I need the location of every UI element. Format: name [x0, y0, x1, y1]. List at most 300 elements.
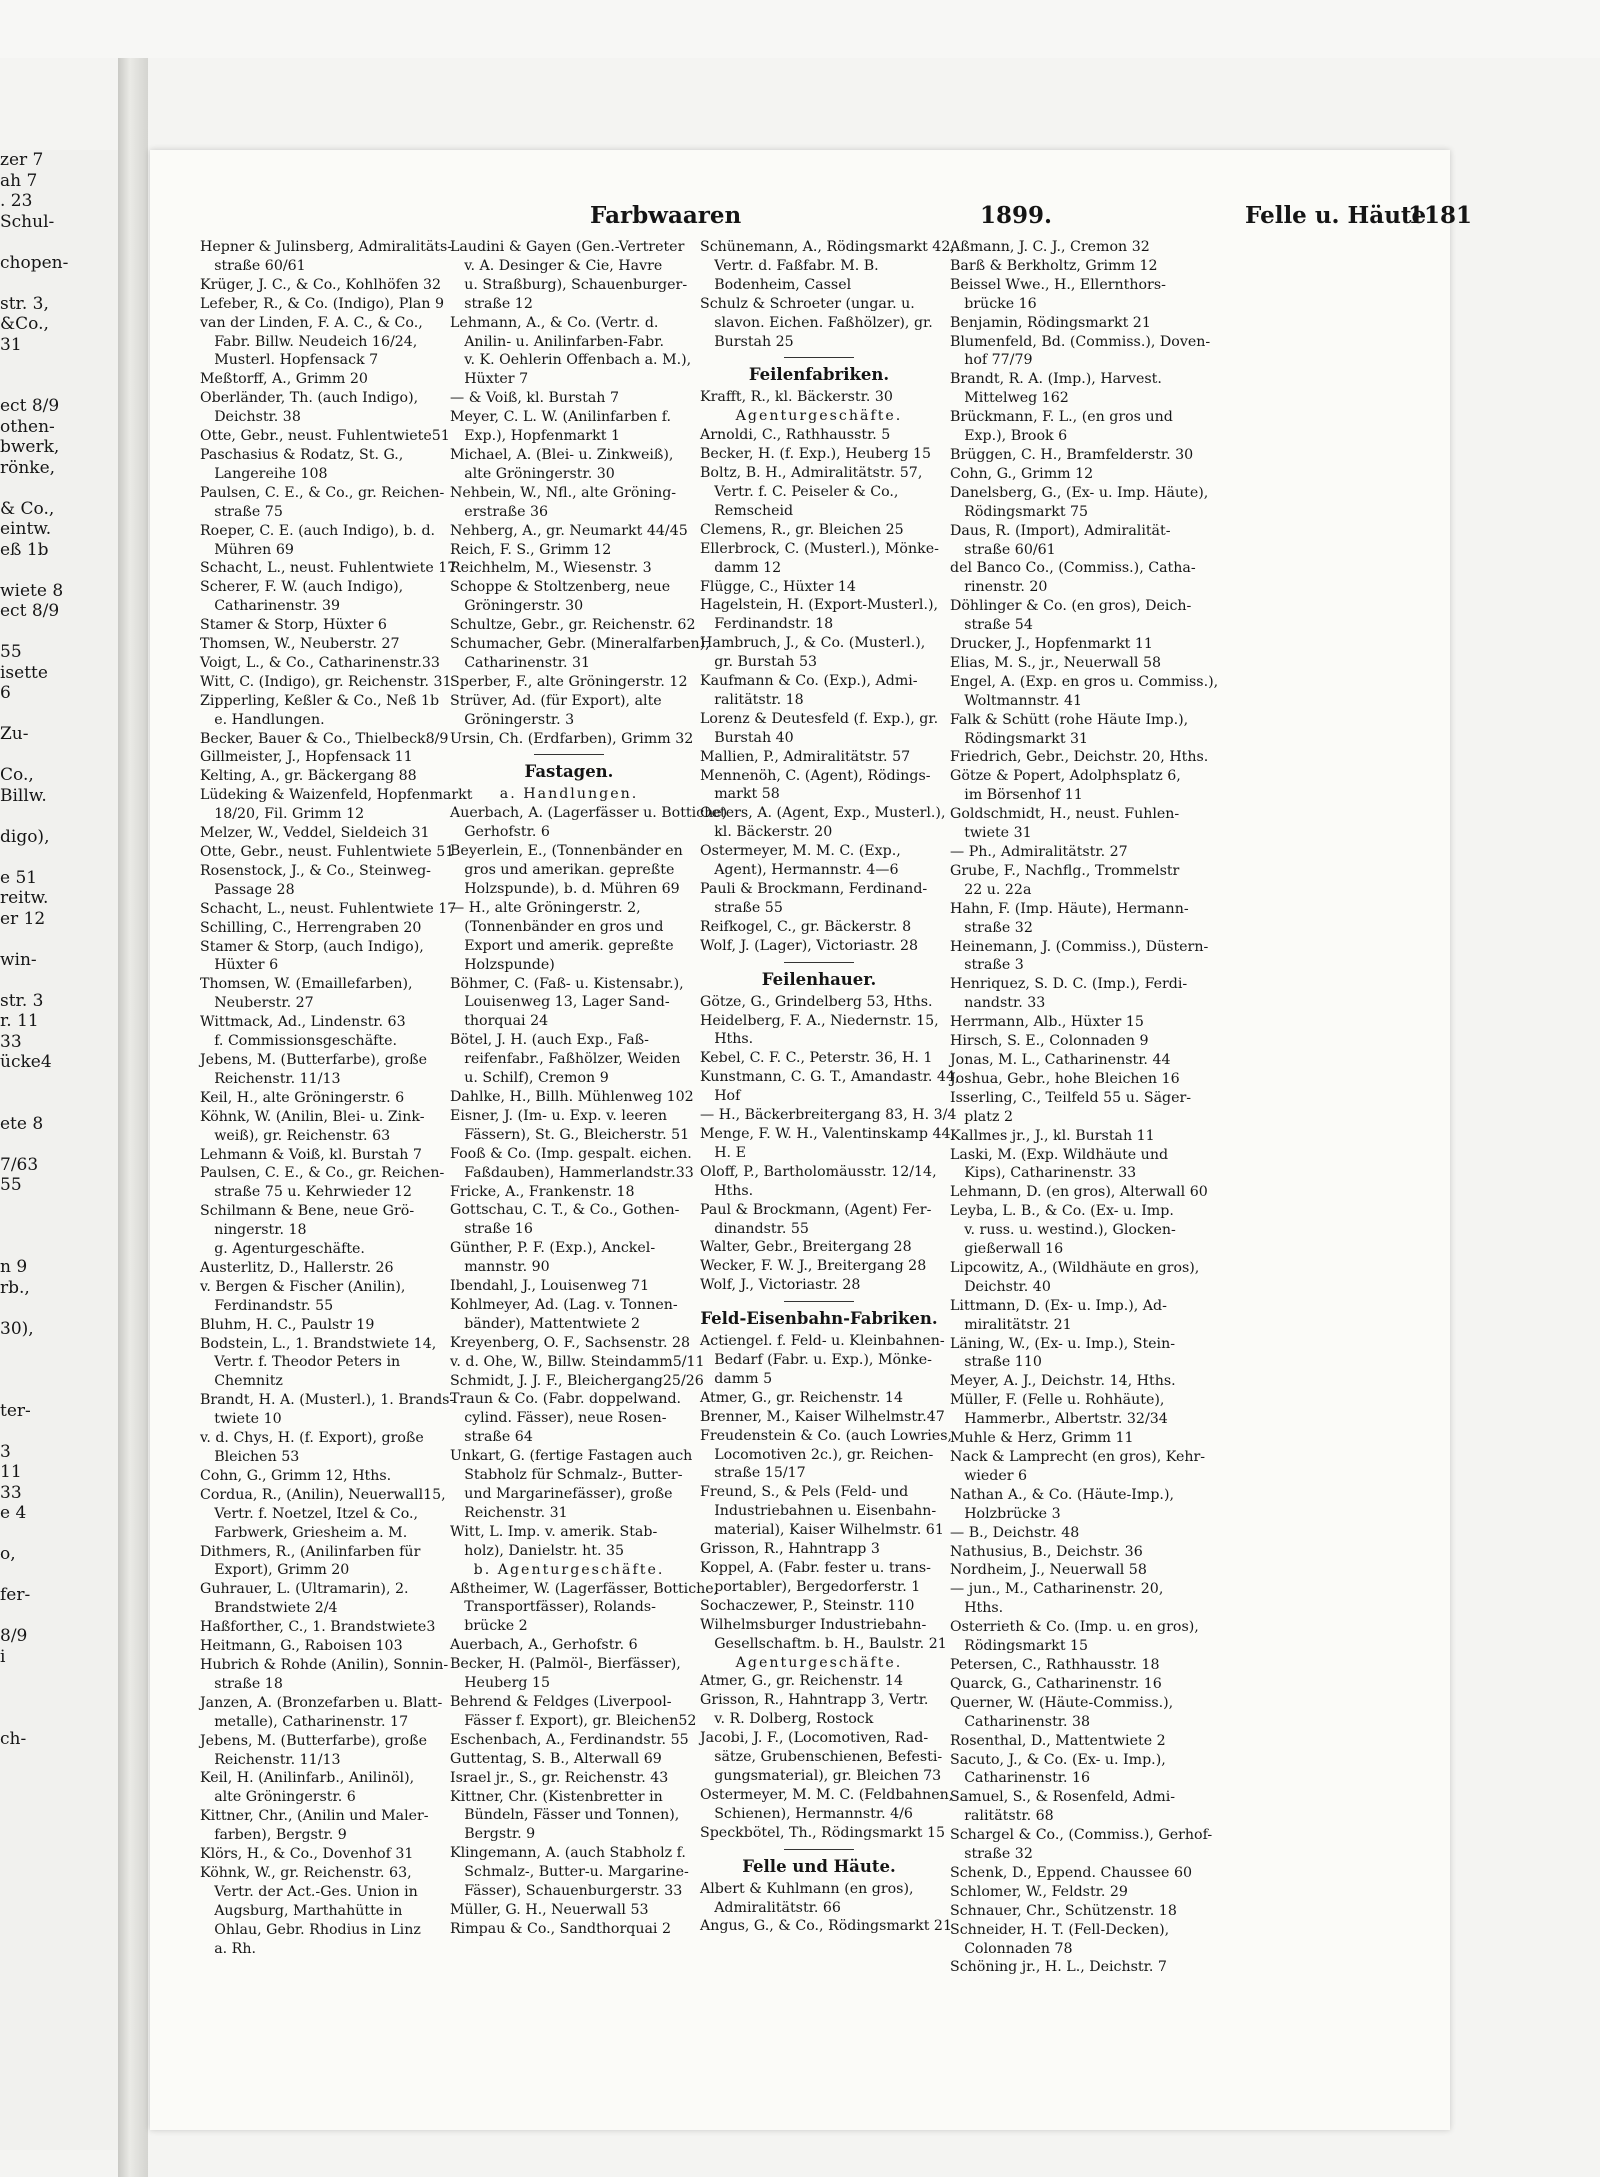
- directory-entry: Ibendahl, J., Louisenweg 71: [450, 1278, 650, 1295]
- directory-entry: Danelsberg, G., (Ex- u. Imp. Häute),: [950, 484, 1209, 501]
- directory-entry: v. d. Chys, H. (f. Export), große: [200, 1430, 424, 1447]
- directory-entry: Thomsen, W. (Emaillefarben),: [200, 976, 413, 993]
- directory-entry: Vertr. f. C. Peiseler & Co.,: [700, 483, 899, 500]
- directory-entry: Schoppe & Stoltzenberg, neue: [450, 579, 671, 596]
- left-page-fragment: [0, 273, 120, 294]
- directory-entry: Daus, R. (Import), Admiralität-: [950, 522, 1171, 539]
- directory-entry: material), Kaiser Wilhelmstr. 61: [700, 1522, 944, 1539]
- directory-entry: Industriebahnen u. Eisenbahn-: [700, 1503, 937, 1520]
- directory-entry: Admiralitätstr. 66: [700, 1899, 841, 1916]
- directory-entry: del Banco Co., (Commiss.), Catha-: [950, 560, 1196, 577]
- directory-entry: Blumenfeld, Bd. (Commiss.), Doven-: [950, 333, 1211, 350]
- directory-entry: Oberländer, Th. (auch Indigo),: [200, 390, 419, 407]
- directory-entry: ralitätstr. 18: [700, 691, 804, 708]
- directory-entry: v. Bergen & Fischer (Anilin),: [200, 1278, 406, 1295]
- directory-entry: alte Gröningerstr. 30: [450, 465, 615, 482]
- directory-entry: Holzbrücke 3: [950, 1505, 1061, 1522]
- directory-entry: alte Gröningerstr. 6: [200, 1789, 356, 1806]
- directory-entry: Hammerbr., Albertstr. 32/34: [950, 1411, 1168, 1428]
- left-page-fragment: [0, 1216, 120, 1237]
- directory-entry: Guhrauer, L. (Ultramarin), 2.: [200, 1581, 409, 1598]
- left-page-fragment: ete 8: [0, 1113, 44, 1134]
- left-page-fragment: 30),: [0, 1318, 34, 1339]
- left-page-fragment: ect 8/9: [0, 396, 60, 416]
- left-page-fragment: 3: [0, 1441, 11, 1462]
- left-page-fragment: [0, 1134, 120, 1155]
- directory-entry: Gillmeister, J., Hopfensack 11: [200, 749, 413, 766]
- directory-entry: Wittmack, Ad., Lindenstr. 63: [200, 1014, 406, 1031]
- directory-entry: Quarck, G., Catharinenstr. 16: [950, 1675, 1162, 1692]
- directory-entry: Sochaczewer, P., Steinstr. 110: [700, 1597, 915, 1614]
- directory-entry: — jun., M., Catharinenstr. 20,: [950, 1581, 1164, 1598]
- directory-entry: Paulsen, C. E., & Co., gr. Reichen-: [200, 1165, 445, 1182]
- left-page-fragment: [0, 478, 120, 499]
- directory-entry: Goldschmidt, H., neust. Fuhlen-: [950, 806, 1180, 823]
- directory-entry: Woltmannstr. 41: [950, 692, 1083, 709]
- left-page-fragment: [0, 1380, 120, 1401]
- directory-entry: straße 32: [950, 919, 1033, 936]
- directory-entry: straße 60/61: [950, 541, 1056, 558]
- directory-entry: Clemens, R., gr. Bleichen 25: [700, 521, 904, 538]
- directory-entry: Ferdinandstr. 55: [200, 1297, 334, 1314]
- directory-entry: Günther, P. F. (Exp.), Anckel-: [450, 1240, 656, 1257]
- left-page-fragment: ücke4: [0, 1052, 52, 1072]
- directory-entry: Läning, W., (Ex- u. Imp.), Stein-: [950, 1335, 1176, 1352]
- directory-entry: Export), Grimm 20: [200, 1562, 350, 1579]
- section-rule: [534, 754, 604, 755]
- directory-entry: Bedarf (Fabr. u. Exp.), Mönke-: [700, 1352, 932, 1369]
- directory-entry: Oeters, A. (Agent, Exp., Musterl.),: [700, 805, 946, 822]
- directory-entry: Angus, G., & Co., Rödingsmarkt 21: [700, 1918, 952, 1935]
- directory-entry: Michael, A. (Blei- u. Zinkweiß),: [450, 446, 674, 463]
- directory-entry: Köhnk, W. (Anilin, Blei- u. Zink-: [200, 1108, 425, 1125]
- directory-entry: Fässern), St. G., Bleicherstr. 51: [450, 1126, 690, 1143]
- left-page-fragment: ter-: [0, 1400, 31, 1421]
- directory-entry: Kebel, C. F. C., Peterstr. 36, H. 1: [700, 1050, 933, 1067]
- left-page-fragment: [0, 1237, 120, 1258]
- directory-entry: Benjamin, Rödingsmarkt 21: [950, 314, 1151, 331]
- directory-entry: Catharinenstr. 16: [950, 1770, 1091, 1787]
- directory-entry: Anilin- u. Anilinfarben-Fabr.: [450, 333, 664, 350]
- directory-entry: Remscheid: [700, 502, 794, 519]
- left-page-fragment: [0, 1073, 120, 1094]
- directory-entry: Fässer f. Export), gr. Bleichen52: [450, 1712, 697, 1729]
- directory-entry: Mittelweg 162: [950, 390, 1069, 407]
- left-page-fragment: [0, 376, 120, 397]
- directory-entry: Barß & Berkholtz, Grimm 12: [950, 257, 1158, 274]
- directory-entry: Lorenz & Deutesfeld (f. Exp.), gr.: [700, 710, 939, 727]
- directory-entry: metalle), Catharinenstr. 17: [200, 1713, 409, 1730]
- left-page-fragment: [0, 622, 120, 643]
- column-3: [700, 238, 960, 1936]
- directory-entry: Schulz & Schroeter (ungar. u.: [700, 295, 915, 312]
- directory-entry: Hepner & Julinsberg, Admiralitäts-: [200, 239, 453, 255]
- left-page-fragment: fer-: [0, 1585, 31, 1605]
- directory-entry: Schienen), Hermannstr. 4/6: [700, 1805, 913, 1822]
- directory-entry: Stabholz für Schmalz-, Butter-: [450, 1467, 683, 1484]
- directory-entry: Arnoldi, C., Rathhausstr. 5: [700, 427, 891, 444]
- directory-entry: Louisenweg 13, Lager Sand-: [450, 994, 670, 1011]
- directory-entry: Hths.: [700, 1182, 754, 1199]
- directory-entry: straße 3: [950, 957, 1024, 974]
- directory-entry: Behrend & Feldges (Liverpool-: [450, 1693, 672, 1710]
- directory-entry: Nathan A., & Co. (Häute-Imp.),: [950, 1486, 1174, 1503]
- directory-entry: straße 18: [200, 1675, 283, 1692]
- left-page-fragment: i: [0, 1646, 6, 1667]
- directory-entry: Querner, W. (Häute-Commiss.),: [950, 1694, 1174, 1711]
- directory-entry: Atmer, G., gr. Reichenstr. 14: [700, 1673, 903, 1690]
- directory-entry: Stamer & Storp, (auch Indigo),: [200, 938, 424, 955]
- left-page-fragment: o,: [0, 1544, 16, 1564]
- directory-entry: weiß), gr. Reichenstr. 63: [200, 1127, 391, 1144]
- directory-entry: kl. Bäckerstr. 20: [700, 824, 833, 841]
- directory-entry: Oloff, P., Bartholomäusstr. 12/14,: [700, 1163, 937, 1180]
- left-page-fragment: win-: [0, 949, 37, 970]
- directory-entry: Augsburg, Marthahütte in: [200, 1902, 403, 1919]
- left-page-fragment: & Co.,: [0, 498, 55, 519]
- directory-entry: Rödingsmarkt 31: [950, 730, 1089, 747]
- directory-entry: Leyba, L. B., & Co. (Ex- u. Imp.: [950, 1203, 1174, 1220]
- directory-entry: Wolf, J. (Lager), Victoriastr. 28: [700, 937, 919, 954]
- directory-entry: Israel jr., S., gr. Reichenstr. 43: [450, 1769, 669, 1786]
- left-page-fragment: [0, 1565, 120, 1586]
- left-page-fragment: Billw.: [0, 785, 47, 806]
- directory-entry: v. A. Desinger & Cie, Havre: [450, 257, 663, 274]
- directory-entry: straße 55: [700, 899, 783, 916]
- directory-entry: Paulsen, C. E., & Co., gr. Reichen-: [200, 484, 445, 501]
- directory-entry: Meßtorff, A., Grimm 20: [200, 371, 368, 388]
- directory-entry: Götze, G., Grindelberg 53, Hths.: [700, 993, 933, 1010]
- directory-entry: mannstr. 90: [450, 1259, 550, 1276]
- directory-entry: Kreyenberg, O. F., Sachsenstr. 28: [450, 1334, 691, 1351]
- directory-entry: Herrmann, Alb., Hüxter 15: [950, 1014, 1144, 1031]
- directory-entry: Becker, H. (f. Exp.), Heuberg 15: [700, 446, 932, 463]
- left-page-fragment: [0, 806, 120, 827]
- directory-entry: Zipperling, Keßler & Co., Neß 1b: [200, 692, 440, 709]
- directory-entry: straße 16: [450, 1221, 533, 1238]
- directory-entry: Burstah 25: [700, 333, 794, 350]
- directory-entry: Agent), Hermannstr. 4—6: [700, 862, 899, 879]
- left-page-edge: [0, 150, 120, 2150]
- directory-entry: Becker, H. (Palmöl-, Bierfässer),: [450, 1656, 681, 1673]
- directory-entry: Vertr. d. Faßfabr. M. B.: [700, 257, 879, 274]
- left-page-fragment: . 23: [0, 191, 33, 211]
- directory-entry: Bergstr. 9: [450, 1826, 536, 1843]
- directory-entry: Neuberstr. 27: [200, 995, 314, 1012]
- directory-entry: Gröningerstr. 30: [450, 598, 584, 615]
- directory-entry: sätze, Grubenschienen, Befesti-: [700, 1749, 943, 1766]
- directory-entry: Cohn, G., Grimm 12, Hths.: [200, 1467, 392, 1484]
- directory-entry: Rosenthal, D., Mattentwiete 2: [950, 1732, 1166, 1749]
- page-header: [180, 202, 1473, 236]
- directory-entry: Jonas, M. L., Catharinenstr. 44: [950, 1051, 1171, 1068]
- directory-entry: Keil, H., alte Gröningerstr. 6: [200, 1089, 405, 1106]
- directory-entry: Speckbötel, Th., Rödingsmarkt 15: [700, 1824, 946, 1841]
- left-page-fragment: er 12: [0, 908, 46, 929]
- directory-entry: slavon. Eichen. Faßhölzer), gr.: [700, 314, 933, 331]
- directory-entry: Traun & Co. (Fabr. doppelwand.: [450, 1391, 682, 1408]
- directory-entry: Brandt, R. A. (Imp.), Harvest.: [950, 371, 1162, 388]
- section-heading: Feilenfabriken.: [748, 365, 890, 385]
- left-page-fragment: [0, 970, 120, 991]
- directory-entry: Böhmer, C. (Faß- u. Kistensabr.),: [450, 975, 684, 992]
- directory-entry: Grisson, R., Hahntrapp 3: [700, 1541, 880, 1558]
- directory-entry: Wolf, J., Victoriastr. 28: [700, 1277, 861, 1294]
- directory-entry: im Börsenhof 11: [950, 787, 1083, 804]
- directory-entry: Gerhofstr. 6: [450, 824, 550, 841]
- left-page-fragment: zer 7: [0, 150, 44, 170]
- directory-entry: Bodstein, L., 1. Brandstwiete 14,: [200, 1335, 437, 1352]
- directory-entry: Flügge, C., Hüxter 14: [700, 578, 856, 595]
- column-4: [950, 238, 1219, 1977]
- directory-entry: 18/20, Fil. Grimm 12: [200, 806, 365, 823]
- directory-entry: Grube, F., Nachflg., Trommelstr: [950, 862, 1180, 879]
- directory-entry: (Tonnenbänder en gros und: [450, 918, 664, 935]
- subsection-heading: b. Agenturgeschäfte.: [473, 1561, 665, 1578]
- section-rule: [784, 962, 854, 963]
- left-page-fragment: [0, 560, 120, 581]
- left-page-fragment: [0, 1421, 120, 1442]
- directory-entry: Strüver, Ad. (für Export), alte: [450, 692, 662, 709]
- directory-entry: nandstr. 33: [950, 995, 1046, 1012]
- column-1: [200, 238, 473, 1958]
- directory-entry: Dahlke, H., Billh. Mühlenweg 102: [450, 1088, 694, 1105]
- directory-entry: Falk & Schütt (rohe Häute Imp.),: [950, 711, 1189, 728]
- left-page-fragment: 33: [0, 1031, 22, 1052]
- directory-entry: Nehbein, W., Nfl., alte Gröning-: [450, 484, 677, 501]
- directory-entry: Janzen, A. (Bronzefarben u. Blatt-: [200, 1694, 443, 1711]
- directory-entry: Bodenheim, Cassel: [700, 276, 852, 293]
- directory-entry: gießerwall 16: [950, 1241, 1064, 1258]
- directory-entry: Hüxter 7: [450, 371, 529, 388]
- left-page-fragment: ch-: [0, 1728, 27, 1749]
- directory-entry: Wecker, F. W. J., Breitergang 28: [700, 1258, 927, 1275]
- directory-entry: Reichhelm, M., Wiesenstr. 3: [450, 560, 652, 577]
- directory-entry: Langereihe 108: [200, 465, 328, 482]
- left-page-fragment: reitw.: [0, 888, 49, 908]
- left-page-fragment: Schul-: [0, 211, 55, 232]
- left-page-fragment: r. 11: [0, 1011, 39, 1031]
- left-page-fragment: ect 8/9: [0, 601, 60, 621]
- directory-entry: Kohlmeyer, Ad. (Lag. v. Tonnen-: [450, 1296, 678, 1313]
- directory-entry: Heuberg 15: [450, 1675, 550, 1692]
- directory-entry: Bötel, J. H. (auch Exp., Faß-: [450, 1032, 649, 1049]
- directory-entry: Littmann, D. (Ex- u. Imp.), Ad-: [950, 1297, 1167, 1314]
- subsection-heading: a. Handlungen.: [499, 786, 639, 803]
- directory-entry: farben), Bergstr. 9: [200, 1827, 347, 1844]
- directory-entry: Gottschau, C. T., & Co., Gothen-: [450, 1202, 680, 1219]
- directory-entry: Haßforther, C., 1. Brandstwiete3: [200, 1619, 436, 1636]
- directory-entry: v. K. Oehlerin Offenbach a. M.),: [450, 352, 692, 369]
- directory-entry: Heitmann, G., Raboisen 103: [200, 1638, 403, 1655]
- left-page-fragment: [0, 745, 120, 766]
- directory-entry: Brenner, M., Kaiser Wilhelmstr.47: [700, 1408, 945, 1425]
- left-page-fragment: rb.,: [0, 1277, 30, 1298]
- directory-entry: Catharinenstr. 31: [450, 654, 591, 671]
- directory-entry: u. Schilf), Cremon 9: [450, 1070, 609, 1087]
- directory-entry: Muhle & Herz, Grimm 11: [950, 1430, 1134, 1447]
- directory-entry: Albert & Kuhlmann (en gros),: [700, 1880, 914, 1897]
- directory-entry: Otte, Gebr., neust. Fuhlentwiete 51: [200, 844, 455, 860]
- directory-entry: platz 2: [950, 1108, 1013, 1125]
- directory-entry: — Ph., Admiralitätstr. 27: [950, 844, 1128, 860]
- directory-entry: Götze & Popert, Adolphsplatz 6,: [950, 768, 1181, 785]
- directory-entry: Klörs, H., & Co., Dovenhof 31: [200, 1846, 414, 1863]
- directory-entry: e. Handlungen.: [200, 711, 325, 728]
- directory-entry: Wilhelmsburger Industriebahn-: [700, 1616, 927, 1633]
- directory-entry: Drucker, J., Hopfenmarkt 11: [950, 636, 1153, 653]
- directory-entry: Exp.), Hopfenmarkt 1: [450, 428, 621, 445]
- directory-entry: Transportfässer), Rolands-: [450, 1599, 656, 1616]
- directory-entry: Holzspunde), b. d. Mühren 69: [450, 881, 680, 897]
- directory-entry: Voigt, L., & Co., Catharinenstr.33: [200, 654, 440, 671]
- directory-entry: Fricke, A., Frankenstr. 18: [450, 1183, 635, 1200]
- directory-entry: Thomsen, W., Neuberstr. 27: [200, 636, 400, 653]
- directory-entry: Fässer), Schauenburgerstr. 33: [450, 1883, 683, 1900]
- left-page-fragment: [0, 704, 120, 725]
- left-page-fragment: 55: [0, 1175, 22, 1195]
- directory-entry: rinenstr. 20: [950, 579, 1048, 596]
- directory-entry: Nathusius, B., Deichstr. 36: [950, 1543, 1143, 1560]
- directory-entry: — B., Deichstr. 48: [950, 1524, 1080, 1541]
- section-rule: [784, 1301, 854, 1302]
- directory-entry: Paschasius & Rodatz, St. G.,: [200, 446, 404, 463]
- directory-entry: Boltz, B. H., Admiralitätstr. 57,: [700, 465, 923, 482]
- left-page-fragment: [0, 1093, 120, 1114]
- directory-entry: brücke 2: [450, 1618, 528, 1635]
- directory-entry: Bündeln, Fässer und Tonnen),: [450, 1807, 680, 1824]
- section-heading: Felle und Häute.: [742, 1856, 896, 1876]
- directory-entry: Faßdauben), Hammerlandstr.33: [450, 1164, 694, 1181]
- directory-entry: Ellerbrock, C. (Musterl.), Mönke-: [700, 540, 939, 557]
- directory-entry: Krüger, J. C., & Co., Kohlhöfen 32: [200, 276, 441, 293]
- left-page-fragment: chopen-: [0, 252, 69, 273]
- directory-entry: straße 64: [450, 1429, 533, 1446]
- directory-entry: Schlomer, W., Feldstr. 29: [950, 1883, 1128, 1900]
- directory-entry: straße 32: [950, 1846, 1033, 1863]
- directory-entry: hof 77/79: [950, 352, 1033, 369]
- directory-entry: Stamer & Storp, Hüxter 6: [200, 617, 387, 634]
- left-page-fragment: eß 1b: [0, 539, 49, 560]
- directory-entry: Passage 28: [200, 881, 295, 898]
- directory-entry: thorquai 24: [450, 1013, 549, 1030]
- left-page-fragment: Zu-: [0, 724, 29, 744]
- directory-entry: Henriquez, S. D. C. (Imp.), Ferdi-: [950, 976, 1188, 993]
- directory-entry: Vertr. f. Theodor Peters in: [200, 1354, 401, 1371]
- left-page-fragment: 6: [0, 683, 11, 703]
- section-rule: [784, 357, 854, 358]
- directory-entry: — H., alte Gröningerstr. 2,: [450, 899, 641, 916]
- directory-entry: Schacht, L., neust. Fuhlentwiete 17: [200, 900, 457, 917]
- directory-entry: Klingemann, A. (auch Stabholz f.: [450, 1845, 686, 1862]
- left-page-fragment: [0, 355, 120, 376]
- directory-entry: Aßmann, J. C. J., Cremon 32: [950, 239, 1150, 255]
- directory-entry: Meyer, C. L. W. (Anilinfarben f.: [450, 409, 672, 426]
- directory-entry: Döhlinger & Co. (en gros), Deich-: [950, 598, 1192, 615]
- directory-entry: Hahn, F. (Imp. Häute), Hermann-: [950, 900, 1189, 917]
- directory-entry: Jebens, M. (Butterfarbe), große: [200, 1732, 428, 1749]
- header-year: 1899.: [980, 202, 1053, 229]
- left-page-fragment: 31: [0, 334, 22, 355]
- directory-entry: Becker, Bauer & Co., Thielbeck8/9: [200, 730, 449, 747]
- directory-entry: Hagelstein, H. (Export-Musterl.),: [700, 597, 939, 614]
- directory-entry: Reichenstr. 11/13: [200, 1751, 341, 1768]
- left-page-fragment: [0, 1298, 120, 1319]
- directory-entry: Dithmers, R., (Anilinfarben für: [200, 1543, 421, 1560]
- directory-entry: Auerbach, A. (Lagerfässer u. Bottiche): [450, 805, 728, 822]
- directory-entry: Lehmann, D. (en gros), Alterwall 60: [950, 1184, 1208, 1201]
- left-page-fragment: 33: [0, 1482, 22, 1503]
- directory-entry: Schacht, L., neust. Fuhlentwiete 17: [200, 560, 457, 577]
- left-page-fragment: [0, 1688, 120, 1709]
- directory-entry: Brückmann, F. L., (en gros und: [950, 409, 1173, 426]
- directory-entry: Brandstwiete 2/4: [200, 1600, 338, 1617]
- directory-entry: Nack & Lamprecht (en gros), Kehr-: [950, 1449, 1206, 1465]
- directory-entry: Mennenöh, C. (Agent), Rödings-: [700, 767, 931, 784]
- left-page-fragment: isette: [0, 662, 48, 683]
- directory-entry: Atmer, G., gr. Reichenstr. 14: [700, 1389, 903, 1406]
- directory-entry: Aßtheimer, W. (Lagerfässer, Bottiche,: [450, 1580, 719, 1597]
- directory-entry: — H., Bäckerbreitergang 83, H. 3/4: [700, 1107, 957, 1124]
- directory-entry: brücke 16: [950, 295, 1037, 312]
- directory-entry: Keil, H. (Anilinfarb., Anilinöl),: [200, 1770, 415, 1787]
- directory-entry: H. E: [700, 1144, 746, 1161]
- left-page-fragment: [0, 1339, 120, 1360]
- directory-entry: Hambruch, J., & Co. (Musterl.),: [700, 635, 926, 652]
- directory-entry: Bluhm, H. C., Paulstr 19: [200, 1316, 375, 1333]
- left-page-fragment: [0, 1196, 120, 1217]
- directory-entry: Farbwerk, Griesheim a. M.: [200, 1524, 408, 1541]
- directory-entry: Krafft, R., kl. Bäckerstr. 30: [700, 389, 893, 406]
- directory-page: [150, 150, 1473, 2130]
- directory-entry: ralitätstr. 68: [950, 1808, 1054, 1825]
- left-page-fragment: 8/9: [0, 1626, 28, 1646]
- directory-entry: Roeper, C. E. (auch Indigo), b. d.: [200, 522, 436, 539]
- directory-entry: Reichenstr. 31: [450, 1504, 568, 1521]
- directory-entry: Sperber, F., alte Gröningerstr. 12: [450, 673, 688, 690]
- left-page-fragment: ah 7: [0, 170, 38, 191]
- directory-entry: Paul & Brockmann, (Agent) Fer-: [700, 1201, 932, 1218]
- section-heading: Feld-Eisenbahn-Fabriken.: [700, 1309, 938, 1329]
- directory-entry: Rosenstock, J., & Co., Steinweg-: [200, 862, 431, 879]
- directory-entry: Friedrich, Gebr., Deichstr. 20, Hths.: [950, 749, 1209, 766]
- directory-entry: Laski, M. (Exp. Wildhäute und: [950, 1146, 1169, 1163]
- directory-entry: Export und amerik. gepreßte: [450, 937, 674, 954]
- directory-entry: twiete 31: [950, 825, 1032, 842]
- directory-entry: wieder 6: [950, 1467, 1028, 1484]
- directory-entry: Lehmann & Voiß, kl. Burstah 7: [200, 1146, 422, 1163]
- directory-entry: Meyer, A. J., Deichstr. 14, Hths.: [950, 1373, 1176, 1390]
- directory-entry: Witt, C. (Indigo), gr. Reichenstr. 31: [200, 673, 452, 690]
- left-page-fragment: eintw.: [0, 519, 52, 539]
- left-page-fragment: &Co.,: [0, 314, 49, 334]
- left-page-fragment: digo),: [0, 826, 50, 847]
- directory-entry: gros und amerikan. gepreßte: [450, 862, 675, 879]
- directory-entry: Sacuto, J., & Co. (Ex- u. Imp.),: [950, 1751, 1166, 1768]
- directory-entry: Menge, F. W. H., Valentinskamp 44,: [700, 1125, 956, 1142]
- left-page-fragment: wiete 8: [0, 580, 64, 601]
- directory-entry: Austerlitz, D., Hallerstr. 26: [200, 1259, 394, 1276]
- directory-entry: Eisner, J. (Im- u. Exp. v. leeren: [450, 1107, 668, 1124]
- directory-entry: Walter, Gebr., Breitergang 28: [700, 1239, 912, 1256]
- directory-entry: v. d. Ohe, W., Billw. Steindamm5/11: [450, 1353, 705, 1370]
- left-page-fragment: e 4: [0, 1503, 27, 1523]
- directory-entry: portabler), Bergedorferstr. 1: [700, 1578, 921, 1595]
- left-page-fragment: 7/63: [0, 1154, 39, 1175]
- directory-entry: straße 54: [950, 617, 1033, 634]
- directory-entry: Schenk, D., Eppend. Chaussee 60: [950, 1864, 1193, 1881]
- directory-entry: Köhnk, W., gr. Reichenstr. 63,: [200, 1864, 412, 1881]
